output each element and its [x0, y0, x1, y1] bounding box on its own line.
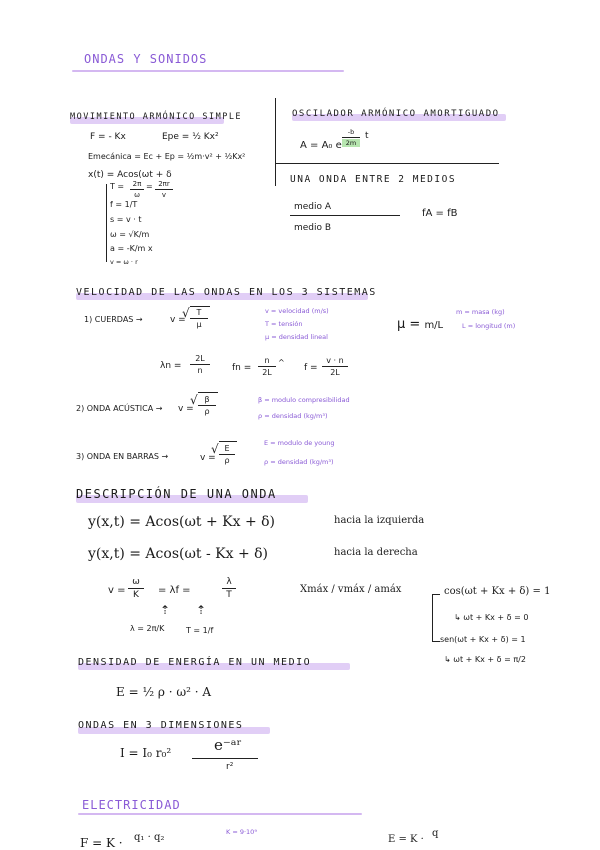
T-relation: T = 1/f — [186, 626, 214, 635]
mas-branch-line — [106, 184, 107, 262]
v-frac: ω K — [128, 577, 144, 600]
y-left-formula: y(x,t) = Acos(ωt + Kx + δ) — [88, 514, 276, 530]
mas-T-frac2: 2πr v — [155, 180, 173, 199]
acustica-sqrt-bar — [198, 392, 218, 393]
v-mid: = λf = — [158, 585, 191, 596]
mas-heading: MOVIMIENTO ARMÓNICO SIMPLE — [70, 112, 243, 122]
dos-medios-heading: UNA ONDA ENTRE 2 MEDIOS — [290, 174, 457, 185]
medio-a: medio A — [294, 202, 332, 212]
up-arrow-icon-2: ⇡ — [196, 603, 207, 617]
oscilador-formula: A = A₀ e — [300, 140, 342, 151]
mu-note-2: L = longitud (m) — [462, 322, 516, 330]
medios-fraction-bar — [290, 215, 400, 216]
fn-lhs: fn = — [232, 363, 252, 373]
mas-v-rel: v = ω · r — [110, 258, 138, 266]
tres-dim-den: r² — [226, 762, 234, 772]
oscilador-heading: OSCILADOR ARMÓNICO AMORTIGUADO — [292, 109, 500, 119]
mu-formula: μ = m/L — [397, 317, 444, 332]
lambda-lhs: λn = — [160, 361, 182, 371]
cuerdas-label: 1) CUERDAS → — [84, 315, 143, 324]
horizontal-divider — [275, 163, 499, 164]
mas-emec: Emecánica = Ec + Ep = ½m·v² + ½Kx² — [88, 152, 246, 161]
cuerdas-sqrt-bar — [190, 306, 210, 307]
xmax-label: Xmáx / vmáx / amáx — [300, 584, 402, 595]
lambda-frac: 2L n — [190, 354, 210, 375]
up-arrow-icon: ⇡ — [160, 603, 171, 617]
descripcion-heading: DESCRIPCIÓN DE UNA ONDA — [76, 487, 277, 501]
barras-note-1: E = modulo de young — [264, 439, 335, 447]
barras-sqrt: √ — [211, 442, 219, 456]
title-underline — [72, 70, 344, 72]
mu-note-1: m = masa (kg) — [456, 308, 505, 316]
mas-T-lhs: T = — [110, 182, 125, 191]
page-title: ONDAS Y SONIDOS — [84, 52, 208, 66]
medios-relation: fA = fB — [422, 208, 458, 219]
electricidad-e-num: q — [432, 828, 439, 839]
energia-heading: DENSIDAD DE ENERGÍA EN UN MEDIO — [78, 657, 312, 668]
v-lhs: v = — [108, 585, 126, 596]
velocidad-heading: VELOCIDAD DE LAS ONDAS EN LOS 3 SISTEMAS — [76, 287, 377, 298]
lambda-relation: λ = 2π/K — [130, 624, 165, 633]
tres-dim-heading: ONDAS EN 3 DIMENSIONES — [78, 720, 244, 731]
cuerdas-note-2: T = tensión — [265, 320, 303, 328]
acustica-label: 2) ONDA ACÚSTICA → — [76, 404, 163, 413]
energia-formula: E = ½ ρ · ω² · A — [116, 685, 212, 699]
mas-force: F = - Kx — [90, 132, 126, 142]
mas-w-rel: ω = √K/m — [110, 230, 150, 239]
electricidad-k-value: K = 9·10⁹ — [226, 828, 257, 836]
barras-sqrt-bar — [219, 441, 237, 442]
bracket-line — [432, 594, 433, 642]
f-frac: v · n 2L — [322, 356, 348, 377]
tres-dim-num: e⁻ᵃʳ — [214, 736, 242, 754]
electricidad-f-lhs: F = K · — [80, 836, 123, 850]
electricidad-e-lhs: E = K · — [388, 834, 424, 845]
mas-T-eq: = — [146, 182, 153, 191]
electricidad-f-num: q₁ · q₂ — [134, 832, 165, 843]
mas-s-rel: s = v · t — [110, 215, 142, 224]
acustica-formula-lhs: v = — [178, 404, 194, 414]
electricidad-underline — [78, 813, 362, 815]
medio-b: medio B — [294, 223, 332, 233]
bracket-bottom — [432, 641, 440, 642]
acustica-sqrt: √ — [190, 393, 198, 407]
cuerdas-note-3: μ = densidad lineal — [265, 333, 328, 341]
barras-frac: E ρ — [219, 444, 235, 465]
barras-label: 3) ONDA EN BARRAS → — [76, 452, 169, 461]
y-right-formula: y(x,t) = Acos(ωt - Kx + δ) — [88, 546, 269, 562]
cos-equation: cos(ωt + Kx + δ) = 1 — [444, 586, 551, 597]
mas-a-rel: a = -K/m x — [110, 244, 153, 253]
y-right-note: hacia la derecha — [334, 547, 418, 558]
f-lhs: f = — [304, 363, 318, 373]
electricidad-heading: ELECTRICIDAD — [82, 798, 181, 812]
cuerdas-formula-lhs: v = — [170, 315, 186, 325]
cuerdas-frac: T μ — [190, 308, 208, 329]
sen-result: ↳ ωt + Kx + δ = π/2 — [444, 655, 526, 664]
oscilador-exp-t: t — [365, 131, 369, 141]
vertical-divider — [275, 98, 276, 186]
mas-T-frac: 2π ω — [130, 180, 144, 199]
v2-frac: λ T — [222, 577, 236, 600]
fn-tail: ^ — [278, 358, 285, 367]
oscilador-exp-frac: -b 2m — [342, 128, 360, 147]
acustica-note-2: ρ = densidad (kg/m³) — [258, 412, 328, 420]
tres-dim-fraction-bar — [192, 758, 258, 759]
acustica-frac: β ρ — [198, 395, 216, 416]
cuerdas-sqrt: √ — [182, 306, 190, 320]
fn-frac: n 2L — [258, 356, 276, 377]
sen-equation: sen(ωt + Kx + δ) = 1 — [440, 635, 526, 644]
acustica-note-1: β = modulo compresibilidad — [258, 396, 350, 404]
bracket-top — [432, 594, 440, 595]
barras-formula-lhs: v = — [200, 453, 216, 463]
mas-f-rel: f = 1/T — [110, 200, 138, 209]
cuerdas-note-1: v = velocidad (m/s) — [265, 307, 329, 315]
cos-result: ↳ ωt + Kx + δ = 0 — [454, 613, 529, 622]
y-left-note: hacia la izquierda — [334, 515, 425, 526]
mas-epe: Epe = ½ Kx² — [162, 132, 219, 142]
mas-xt: x(t) = Acos(ωt + δ — [88, 170, 172, 180]
tres-dim-lhs: I = I₀ r₀² — [120, 746, 172, 760]
barras-note-2: ρ = densidad (kg/m³) — [264, 458, 334, 466]
